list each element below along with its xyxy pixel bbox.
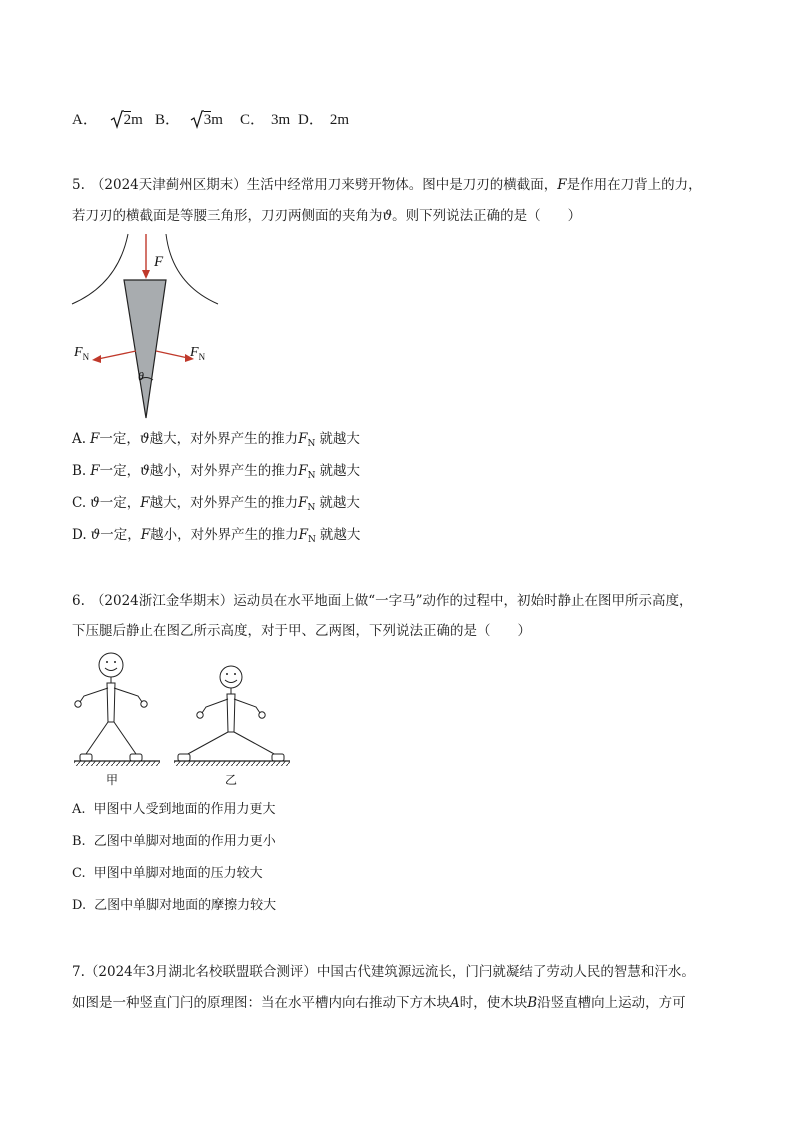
q6-option-b: B. 乙图中单脚对地面的作用力更小	[72, 834, 276, 849]
q5-option-c: C. ϑ一定，F越大，对外界产生的推力$F_N$ 就越大	[72, 495, 360, 513]
force-arrow-f-head	[142, 270, 150, 279]
q6-option-a: A. 甲图中人受到地面的作用力更大	[72, 802, 276, 817]
label-theta: θ	[138, 369, 144, 383]
q4-option-b: B． 3m	[155, 108, 223, 129]
q7-stem-line2: 如图是一种竖直门闩的原理图：当在水平槽内向右推动下方木块A时，使木块B沿竖直槽向上运动，方可	[72, 995, 686, 1011]
label-f: F	[154, 254, 164, 270]
normal-force-arrow-left	[98, 351, 136, 359]
q4-option-a: A． 2m	[72, 108, 143, 129]
left-split-curve	[72, 234, 128, 304]
q4-option-d: D． 2m	[298, 112, 350, 128]
q5-stem-line1: 5. （2024天津蓟州区期末）生活中经常用刀来劈开物体。图中是刀刃的横截面，F是作用在刀背上的力，	[72, 177, 702, 193]
figure-jia-ground	[74, 761, 160, 766]
figure-jia-person	[75, 653, 147, 761]
q5-stem-line2: 若刀刃的横截面是等腰三角形，刀刃两侧面的夹角为ϑ。则下列说法正确的是（ ）	[72, 208, 582, 224]
q5-option-d: D. ϑ一定，F越小，对外界产生的推力$F_N$ 就越大	[72, 527, 361, 545]
sqrt-symbol	[190, 109, 204, 129]
label-fn-right: $F_N$	[190, 345, 206, 362]
figure-yi-person	[178, 666, 284, 761]
q5-option-b: B. F一定，ϑ越小，对外界产生的推力$F_N$ 就越大	[72, 463, 360, 481]
q6-stem-line2: 下压腿后静止在图乙所示高度，对于甲、乙两图，下列说法正确的是（ ）	[72, 623, 531, 639]
q5-option-a: A. F一定，ϑ越大，对外界产生的推力$F_N$ 就越大	[72, 431, 360, 449]
normal-force-arrow-right	[156, 351, 188, 358]
sqrt-symbol	[110, 109, 124, 129]
q5-knife-figure	[70, 232, 220, 424]
q7-stem-line1: 7.（2024年3月湖北名校联盟联合测评）中国古代建筑源远流长，门闩就凝结了劳动人民的智慧和汗水。	[72, 964, 695, 980]
q6-option-c: C. 甲图中单脚对地面的压力较大	[72, 866, 263, 881]
right-split-curve	[166, 234, 218, 304]
q6-stem-line1: 6. （2024浙江金华期末）运动员在水平地面上做“一字马”动作的过程中，初始时静止在图甲所示高度，	[72, 593, 693, 609]
q4-option-c: C． 3m	[240, 112, 291, 128]
q6-option-d: D. 乙图中单脚对地面的摩擦力较大	[72, 898, 277, 913]
normal-force-arrow-left-head	[92, 355, 101, 363]
figure-yi-ground	[174, 761, 290, 766]
label-yi: 乙	[225, 773, 238, 787]
q6-split-figure	[68, 650, 294, 790]
label-fn-left: $F_N$	[74, 345, 90, 362]
blade-cross-section	[124, 280, 166, 418]
label-jia: 甲	[106, 773, 119, 787]
